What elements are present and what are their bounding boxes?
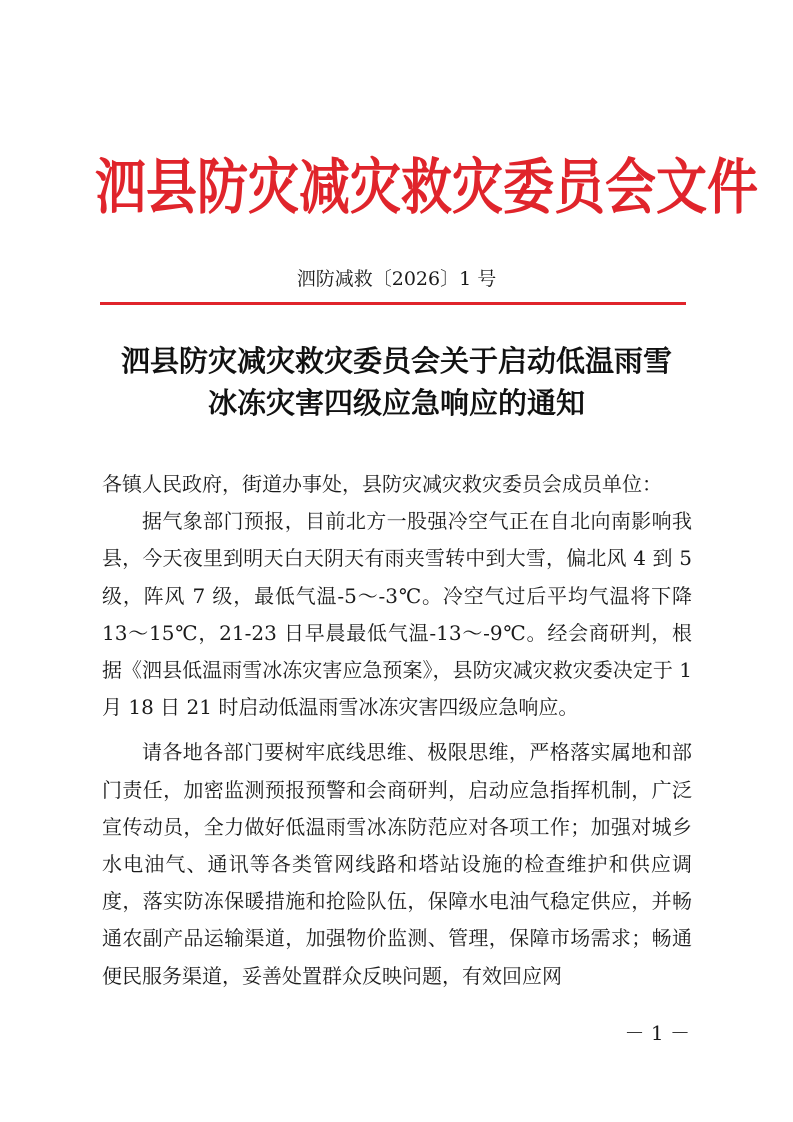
body-paragraph-requirements: 请各地各部门要树牢底线思维、极限思维，严格落实属地和部门责任，加密监测预报预警和会商研判，启动应急指挥机制，广泛宣传动员，全力做好低温雨雪冰冻防范应对各项工作；加强对城乡水电油气、通讯等各类管网线路和塔站设施的检查维护和供应调度，落实防冻保暖措施和抢险队伍，保障水电油气稳定供应，并畅通农副产品运输渠道，加强物价监测、管理，保障市场需求；畅通便民服务渠道，妥善处置群众反映问题，有效回应网 (102, 740, 692, 988)
document-number: 泗防减救〔2026〕1 号 (296, 268, 497, 290)
notice-title (60, 340, 733, 424)
body-paragraph-forecast: 据气象部门预报，目前北方一股强冷空气正在自北向南影响我县，今天夜里到明天白天阴天有雨夹雪转中到大雪，偏北风 4 到 5 级，阵风 7 级，最低气温-5～-3℃。冷空气过后平均气温将下降 13～15℃，21-23 日早晨最低气温-13～-9℃。经会商研判，根据《泗县低温雨雪冰冻灾害应急预案》，县防灾减灾救灾委决定于 1 月 18 日 21 时启动低温雨雪冰冻灾害四级应急响应。 (102, 509, 692, 720)
salutation: 各镇人民政府，街道办事处，县防灾减灾救灾委员会成员单位： (102, 472, 662, 496)
notice-title-line-2: 冰冻灾害四级应急响应的通知 (207, 386, 585, 420)
notice-body (102, 466, 692, 995)
notice-title-line-1: 泗县防灾减灾救灾委员会关于启动低温雨雪 (120, 344, 672, 378)
document-masthead: 泗县防灾减灾救灾委员会文件 (95, 153, 759, 224)
page-number: － 1 － (624, 1021, 690, 1045)
red-divider-line (100, 302, 686, 305)
